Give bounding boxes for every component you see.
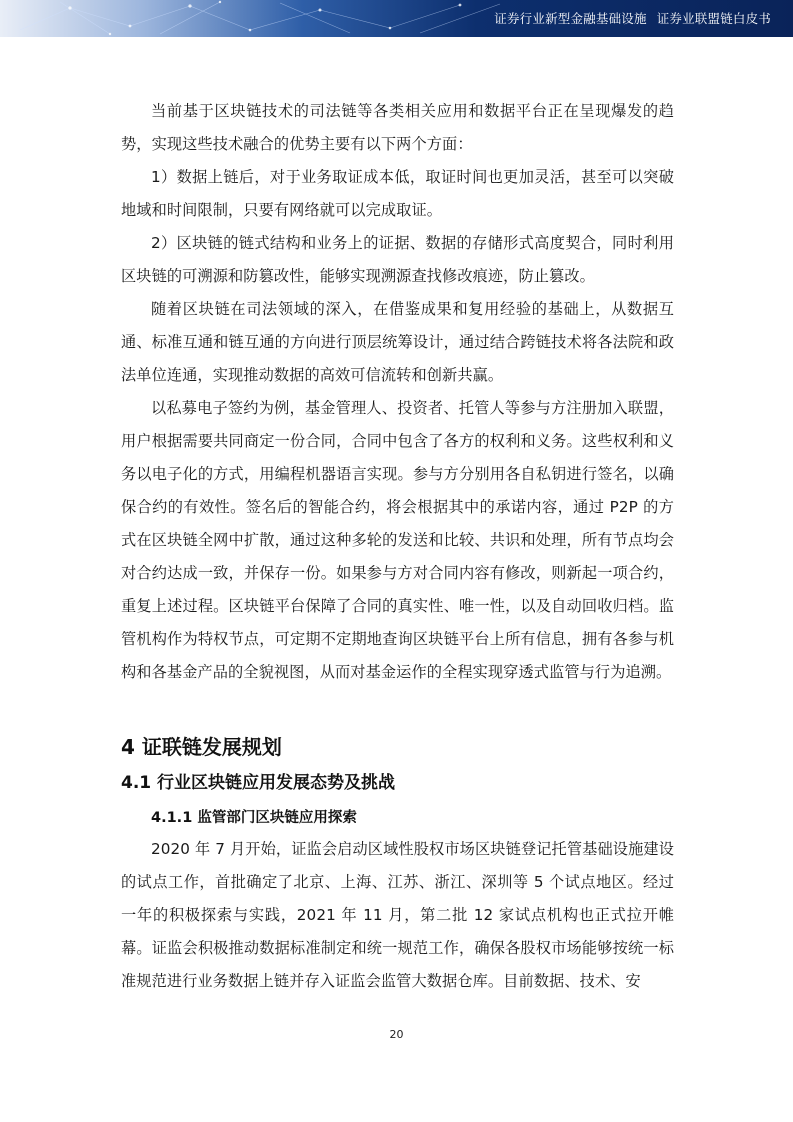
header-subtitle: 证券业联盟链白皮书	[656, 11, 771, 26]
page-number: 20	[389, 1028, 404, 1041]
paragraph: 2）区块链的链式结构和业务上的证据、数据的存储形式高度契合，同时利用区块链的可溯源和防篡改性，能够实现溯源查找修改痕迹，防止篡改。	[121, 234, 674, 285]
subsubsection-heading: 4.1.1 监管部门区块链应用探索	[151, 810, 357, 826]
body-text-bottom	[121, 833, 674, 998]
paragraph: 以私募电子签约为例，基金管理人、投资者、托管人等参与方注册加入联盟，用户根据需要共同商定一份合同，合同中包含了各方的权利和义务。这些权利和义务以电子化的方式，用编程机器语言实现。参与方分别用各自私钥进行签名，以确保合约的有效性。签名后的智能合约，将会根据其中的承诺内容，通过 P2P 的方式在区块链全网中扩散，通过这种多轮的发送和比较、共识和处理，所有节点均会对合约达成一致，并保存一份。如果参与方对合同内容有修改，则新起一项合约，重复上述过程。区块链平台保障了合同的真实性、唯一性，以及自动回收归档。监管机构作为特权节点，可定期不定期地查询区块链平台上所有信息，拥有各参与机构和各基金产品的全貌视图，从而对基金运作的全程实现穿透式监管与行为追溯。	[121, 399, 674, 681]
body-text-top	[121, 95, 674, 689]
paragraph: 2020 年 7 月开始，证监会启动区域性股权市场区块链登记托管基础设施建设的试点工作，首批确定了北京、上海、江苏、浙江、深圳等 5 个试点地区。经过一年的积极探索与实践，2021 年 11 月，第二批 12 家试点机构也正式拉开帷幕。证监会积极推动数据标准制定和统一规范工作，确保各股权市场能够按统一标准规范进行业务数据上链并存入证监会监管大数据仓库。目前数据、技术、安	[121, 840, 674, 990]
header-text	[494, 9, 771, 27]
section-heading: 4 证联链发展规划	[121, 735, 282, 759]
header-title: 证券行业新型金融基础设施	[494, 11, 647, 26]
subsection-heading: 4.1 行业区块链应用发展态势及挑战	[121, 773, 396, 793]
paragraph: 当前基于区块链技术的司法链等各类相关应用和数据平台正在呈现爆发的趋势，实现这些技术融合的优势主要有以下两个方面：	[121, 102, 674, 153]
paragraph: 随着区块链在司法领域的深入，在借鉴成果和复用经验的基础上，从数据互通、标准互通和链互通的方向进行顶层统筹设计，通过结合跨链技术将各法院和政法单位连通，实现推动数据的高效可信流转和创新共赢。	[121, 300, 674, 384]
paragraph: 1）数据上链后，对于业务取证成本低，取证时间也更加灵活，甚至可以突破地域和时间限制，只要有网络就可以完成取证。	[121, 168, 674, 219]
header-band	[0, 0, 793, 37]
